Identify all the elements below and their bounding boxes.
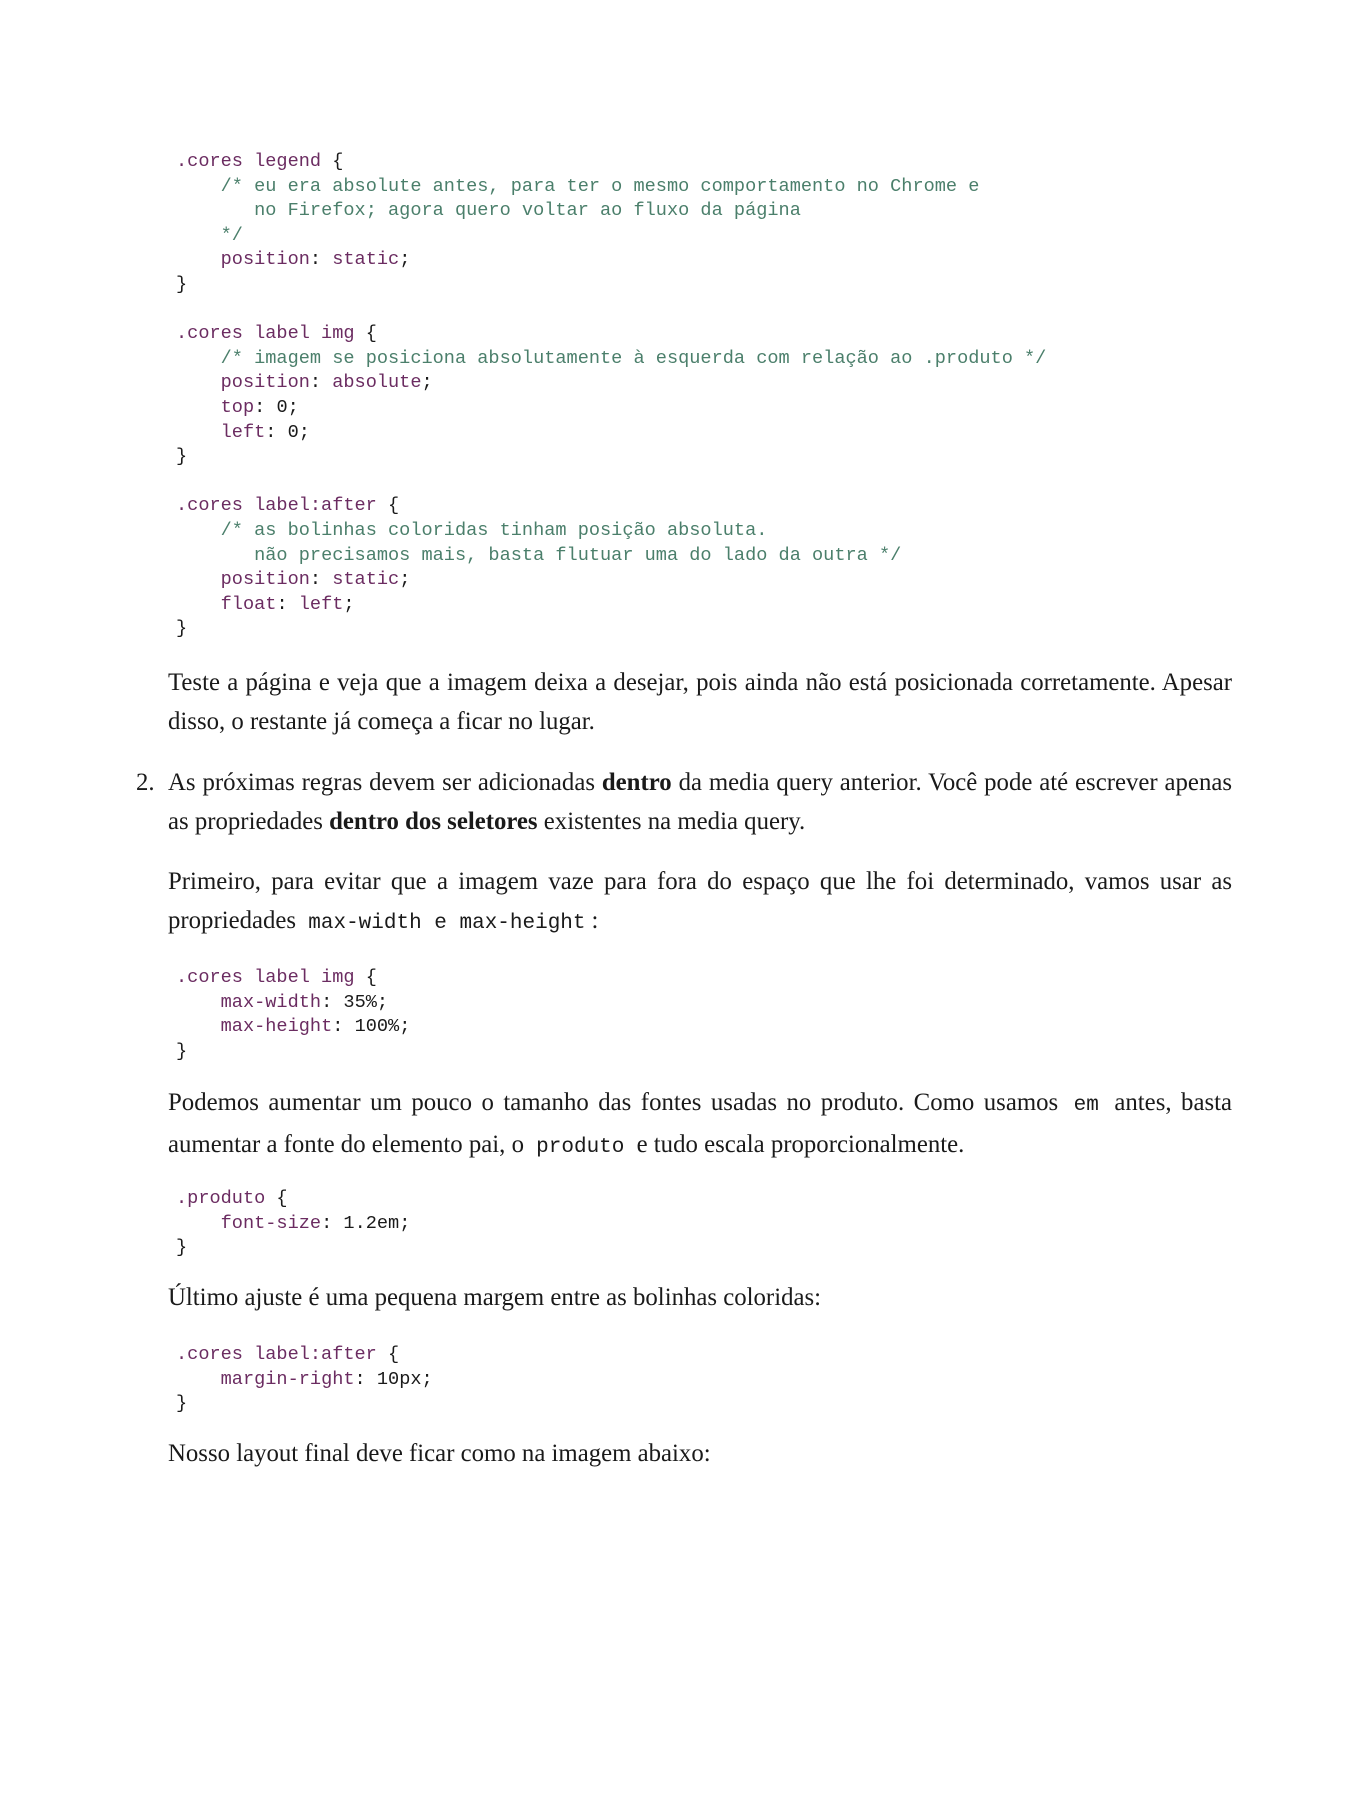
code-value: 10px <box>376 1368 422 1390</box>
code-property: left <box>220 421 266 443</box>
code-selector: .cores label img <box>176 323 355 345</box>
code-comment: no Firefox; agora quero voltar ao fluxo da página <box>220 200 801 222</box>
code-value: 100% <box>354 1016 400 1038</box>
code-block-css-4: .cores label:after { margin-right: 10px; } <box>176 1344 433 1415</box>
code-selector: .cores legend <box>176 151 322 172</box>
code-property: float <box>220 593 277 615</box>
code-value: 0 <box>276 396 288 418</box>
code-property: max-width <box>220 991 322 1013</box>
code-value: static <box>332 249 400 271</box>
paragraph-max-width: Primeiro, para evitar que a imagem vaze para fora do espaço que lhe foi determinado, vamos usar as propriedades max-width e max-height : <box>168 868 1232 935</box>
code-comment: */ <box>220 224 243 246</box>
code-property: position <box>220 569 310 591</box>
code-comment: não precisamos mais, basta flutuar uma do lado da outra */ <box>220 544 902 566</box>
inline-code: max-width e max-height <box>308 912 586 935</box>
code-value: 1.2em <box>343 1212 400 1234</box>
code-property: top <box>220 396 255 418</box>
code-value: 35% <box>343 991 377 1013</box>
paragraph-font-size: Podemos aumentar um pouco o tamanho das fontes usadas no produto. Como usamos em antes, basta aumentar a fonte do elemento pai, o produto e tudo escala proporcionalmente. <box>168 1089 1232 1159</box>
code-comment: /* as bolinhas coloridas tinham posição absoluta. <box>220 519 768 541</box>
code-selector: .cores label img <box>176 967 355 988</box>
code-value: left <box>298 593 344 615</box>
code-property: margin-right <box>220 1368 355 1390</box>
code-comment: /* imagem se posiciona absolutamente à esquerda com relação ao .produto */ <box>220 347 1047 369</box>
code-selector: .cores label:after <box>176 1344 377 1365</box>
code-selector: .produto <box>176 1188 266 1209</box>
code-value: 0 <box>287 421 299 443</box>
code-value: static <box>332 569 400 591</box>
inline-code: em <box>1073 1094 1099 1117</box>
code-selector: .cores label:after <box>176 495 377 517</box>
paragraph-test-page: Teste a página e veja que a imagem deixa a desejar, pois ainda não está posicionada corretamente. Apesar disso, o restante já começa a ficar no lugar. <box>168 669 1232 735</box>
code-value: absolute <box>332 372 422 394</box>
code-property: position <box>220 372 310 394</box>
code-block-css-3: .produto { font-size: 1.2em; } <box>176 1188 411 1259</box>
inline-code: produto <box>536 1136 625 1159</box>
code-property: font-size <box>220 1212 322 1234</box>
list-number: 2. <box>136 769 155 796</box>
code-comment: /* eu era absolute antes, para ter o mesmo comportamento no Chrome e <box>220 175 980 197</box>
paragraph-final-layout: Nosso layout final deve ficar como na imagem abaixo: <box>168 1440 711 1467</box>
code-property: position <box>220 249 310 271</box>
code-block-css-1: .cores legend { /* eu era absolute antes, para ter o mesmo comportamento no Chrome e no Firefox; agora quero voltar ao fluxo da página */ position: static; } .cores label img { /* imagem se posiciona absolutamente à esquerda com relação ao .produto */ position: absolute; top: 0; left: 0; } .cores label:after { /* as bolinhas coloridas tinham posição absoluta. não precisamos mais, basta flutuar uma do lado da outra */ position: static; float: left; } <box>176 151 1047 640</box>
paragraph-last-adjust: Último ajuste é uma pequena margem entre as bolinhas coloridas: <box>168 1284 822 1311</box>
code-block-css-2: .cores label img { max-width: 35%; max-height: 100%; } <box>176 967 411 1062</box>
paragraph-item-2: As próximas regras devem ser adicionadas dentro da media query anterior. Você pode até escrever apenas as propriedades dentro dos seletores existentes na media query. <box>168 769 1232 835</box>
code-property: max-height <box>220 1016 333 1038</box>
